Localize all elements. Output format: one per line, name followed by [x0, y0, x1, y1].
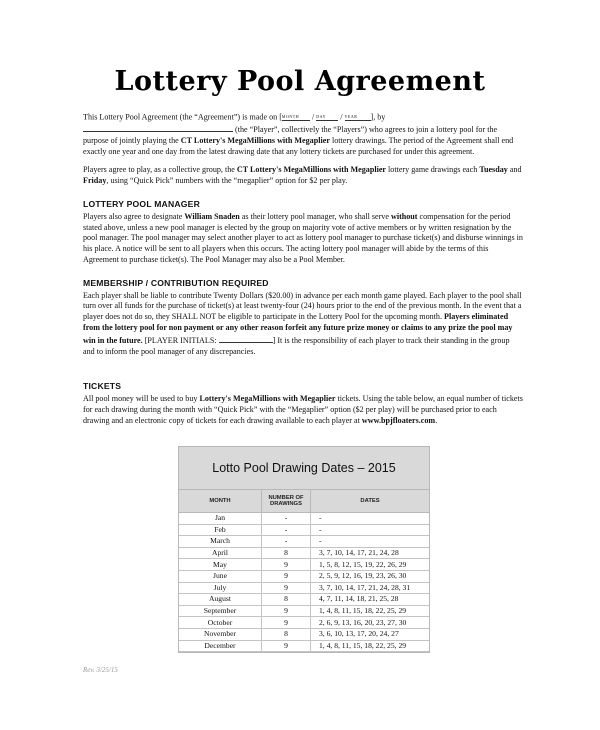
slash: /	[309, 112, 317, 122]
intro-text: Players agree to play, as a collective group, the	[83, 165, 235, 175]
table-row	[179, 536, 429, 548]
manager-without: without	[390, 211, 418, 221]
day-tuesday: Tuesday	[479, 165, 508, 175]
month-cell: March	[179, 536, 262, 548]
day-blank[interactable]	[316, 112, 338, 121]
dates-cell: 3, 7, 10, 14, 17, 21, 24, 28, 31	[311, 582, 430, 594]
bracket: ]	[272, 335, 276, 345]
revision-note: Rev. 3/25/15	[83, 666, 118, 674]
table-row	[179, 582, 429, 594]
month-cell: Jan	[179, 513, 262, 525]
intro-text: ], by	[370, 112, 386, 122]
drawings-cell: -	[262, 536, 311, 548]
year-blank[interactable]	[345, 112, 371, 121]
dates-cell: 2, 5, 9, 12, 16, 19, 23, 26, 30	[311, 570, 430, 582]
drawings-cell: 9	[262, 617, 311, 629]
tickets-text: All pool money will be used to buy	[83, 394, 198, 404]
dates-cell: 1, 5, 8, 12, 15, 19, 22, 26, 29	[311, 559, 430, 571]
table-row	[179, 605, 429, 617]
month-cell: Feb	[179, 524, 262, 536]
player-initials-blank[interactable]	[219, 334, 273, 343]
dates-cell: -	[311, 524, 430, 536]
table-row	[179, 628, 429, 640]
day-friday: Friday	[83, 176, 107, 186]
drawings-cell: 9	[262, 582, 311, 594]
table-row	[179, 594, 429, 606]
year-label: YEAR	[344, 114, 358, 119]
membership-text: Each player shall be liable to contribute Twenty Dollars ($20.00) in advance per each month game played. Each player to the pool shall turn over all funds for the purchase of ticket(s) at least twenty-four (24) hours prior to the end of the previous month. In the event that a player does not do so, they SHALL NOT be eligible to participate in the Lottery Pool for the upcoming month.	[83, 290, 522, 322]
tickets-text: .	[435, 415, 438, 425]
table-row	[179, 617, 429, 629]
manager-heading: LOTTERY POOL MANAGER	[83, 199, 200, 210]
manager-paragraph	[83, 212, 523, 266]
month-cell: May	[179, 559, 262, 571]
month-cell: October	[179, 617, 262, 629]
website-link[interactable]: www.bpjfloaters.com	[361, 415, 436, 425]
tickets-heading: TICKETS	[83, 381, 122, 392]
table-row	[179, 547, 429, 559]
player-initials-label: [PLAYER INITIALS:	[144, 335, 217, 345]
day-label: DAY	[316, 114, 327, 119]
manager-text: Players also agree to designate	[83, 211, 183, 221]
document-body	[83, 112, 523, 435]
table-row	[179, 559, 429, 571]
month-cell: June	[179, 570, 262, 582]
intro-text: (the “Player”, collectively the “Players”) who agrees to join a lottery pool for the purpose of jointly playing the	[83, 125, 498, 145]
tickets-paragraph	[83, 394, 523, 426]
month-cell: August	[179, 594, 262, 606]
table-row	[179, 570, 429, 582]
dates-cell: -	[311, 536, 430, 548]
intro-text: lottery drawings. The period of the Agreement shall end exactly one year and one day from the latest drawing date that any lottery tickets are purchased for under this agreement.	[83, 135, 514, 156]
table-body	[179, 513, 429, 652]
dates-cell: 3, 6, 10, 13, 17, 20, 24, 27	[311, 628, 430, 640]
month-blank[interactable]	[282, 112, 310, 121]
game-name: CT Lottery's MegaMillions with Megaplier	[180, 135, 330, 145]
intro-text: , using “Quick Pick” numbers with the “megaplier” option for $2 per play.	[106, 176, 348, 186]
header-dates: DATES	[311, 490, 430, 513]
dates-cell: 4, 7, 11, 14, 18, 21, 25, 28	[311, 594, 430, 606]
game-name: CT Lottery's MegaMillions with Megaplier	[236, 165, 387, 175]
drawings-cell: 9	[262, 559, 311, 571]
month-cell: December	[179, 640, 262, 652]
table-row	[179, 640, 429, 652]
slash: /	[338, 112, 345, 122]
intro-text: lottery game drawings each	[388, 165, 478, 175]
dates-cell: 2, 6, 9, 13, 16, 20, 23, 27, 30	[311, 617, 430, 629]
month-cell: April	[179, 547, 262, 559]
header-month: MONTH	[179, 490, 262, 513]
month-cell: November	[179, 628, 262, 640]
drawings-cell: 9	[262, 605, 311, 617]
membership-heading: MEMBERSHIP / CONTRIBUTION REQUIRED	[83, 277, 269, 288]
drawings-cell: -	[262, 513, 311, 525]
drawings-cell: -	[262, 524, 311, 536]
drawings-cell: 8	[262, 547, 311, 559]
table-row	[179, 513, 429, 525]
dates-cell: -	[311, 513, 430, 525]
drawings-cell: 8	[262, 628, 311, 640]
game-name: Lottery's MegaMillions with Megaplier	[199, 394, 336, 404]
membership-paragraph	[83, 291, 523, 358]
month-label: MONTH	[281, 114, 300, 119]
intro-text: This Lottery Pool Agreement (the “Agreement”) is made on [	[83, 112, 282, 122]
document-title: Lottery Pool Agreement	[114, 66, 486, 97]
player-name-blank[interactable]	[83, 123, 233, 132]
dates-cell: 1, 4, 8, 11, 15, 18, 22, 25, 29	[311, 640, 430, 652]
month-cell: September	[179, 605, 262, 617]
drawing-dates-table	[178, 446, 430, 653]
drawings-cell: 8	[262, 594, 311, 606]
dates-cell: 1, 4, 8, 11, 15, 18, 22, 25, 29	[311, 605, 430, 617]
table-row	[179, 524, 429, 536]
table-title: Lotto Pool Drawing Dates – 2015	[179, 447, 429, 490]
membership-forfeit-text: Players eliminated from the lottery pool for non payment or any other reason forfeit any future prize money or claims to any prize the pool may win in the future.	[83, 312, 513, 345]
intro-paragraph-1	[83, 112, 523, 157]
drawings-cell: 9	[262, 640, 311, 652]
drawings-cell: 9	[262, 570, 311, 582]
membership-text: It is the responsibility of each player to track their standing in the group and to inform the pool manager of any discrepancies.	[83, 335, 510, 356]
manager-text: compensation for the period stated above, unless a new pool manager is elected by the group on majority vote of active members or by written resignation by the pool manager. The pool manager may select another player to act as lottery pool manager to purchase ticket(s) and disburse winnings in his place. A notice will be sent to all players when this occurs. The acting lottery pool manager will abide by the terms of this Agreement to purchase ticket(s). The Pool Manager may also be a Pool Member.	[83, 211, 523, 265]
manager-name: William Snaden	[184, 211, 240, 221]
intro-text: and	[509, 165, 522, 175]
month-cell: July	[179, 582, 262, 594]
tickets-text: tickets. Using the table below, an equal number of tickets for each drawing during the month with “Quick Pick” with the “Megaplier” option ($2 per play) will be purchased prior to each drawing and an electronic copy of tickets for each drawing available to each player at	[83, 394, 523, 425]
header-number-of-drawings: NUMBER OF DRAWINGS	[262, 490, 311, 513]
dates-cell: 3, 7, 10, 14, 17, 21, 24, 28	[311, 547, 430, 559]
manager-text: as their lottery pool manager, who shall serve	[241, 211, 389, 221]
intro-paragraph-2	[83, 165, 523, 187]
